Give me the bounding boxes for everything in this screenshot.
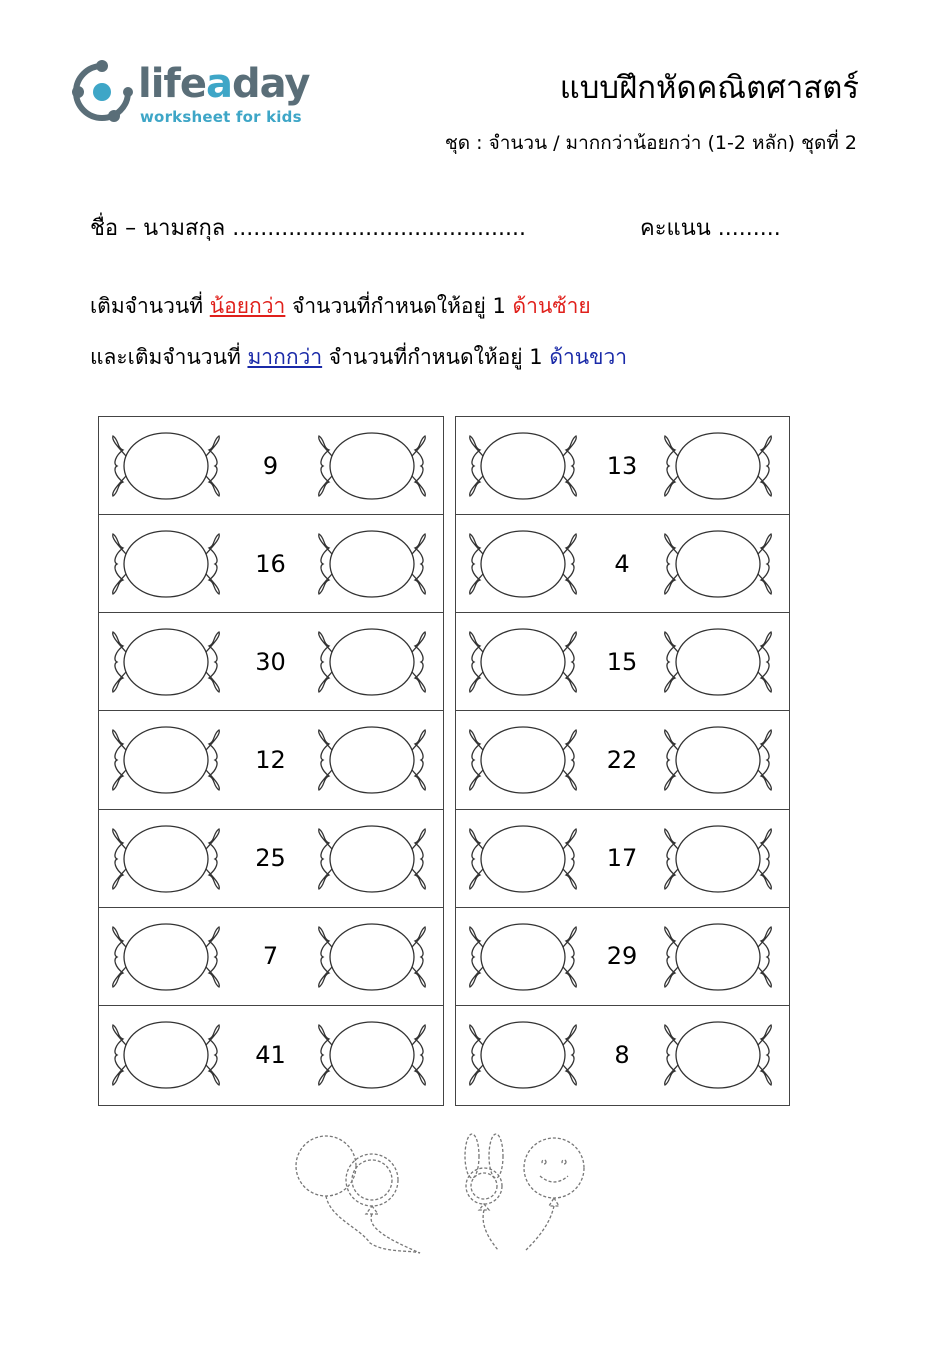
given-number: 29 [606, 942, 638, 971]
exercise-row [99, 1006, 443, 1104]
exercise-row [99, 417, 443, 515]
given-number: 17 [606, 844, 638, 873]
exercise-row [456, 810, 789, 908]
given-number: 22 [606, 745, 638, 774]
instruction-more: และเติมจำนวนที่ มากกว่า จำนวนที่กำหนดให้อยู่ 1 ด้านขวา [90, 345, 628, 369]
score-field[interactable]: คะแนน ......... [640, 216, 781, 241]
given-number: 9 [262, 451, 279, 480]
answer-candy-more[interactable] [313, 524, 431, 608]
exercise-row [456, 711, 789, 809]
name-field[interactable]: ชื่อ – นามสกุล .......................................... [90, 216, 526, 241]
answer-candy-less[interactable] [107, 720, 225, 804]
page-title: แบบฝึกหัดคณิตศาสตร์ [559, 70, 859, 106]
molecule-icon [72, 60, 136, 124]
exercise-row [456, 613, 789, 711]
answer-candy-more[interactable] [659, 917, 777, 1001]
answer-candy-more[interactable] [313, 1015, 431, 1099]
given-number: 12 [255, 745, 286, 774]
exercise-row [99, 810, 443, 908]
answer-candy-less[interactable] [107, 622, 225, 706]
answer-candy-more[interactable] [659, 426, 777, 510]
answer-candy-more[interactable] [659, 622, 777, 706]
answer-candy-less[interactable] [464, 819, 582, 903]
instruction-less: เติมจำนวนที่ น้อยกว่า จำนวนที่กำหนดให้อยู่ 1 ด้านซ้าย [90, 294, 591, 318]
given-number: 13 [606, 451, 638, 480]
exercise-row [99, 613, 443, 711]
answer-candy-more[interactable] [313, 917, 431, 1001]
answer-candy-more[interactable] [313, 819, 431, 903]
given-number: 41 [255, 1040, 286, 1069]
answer-candy-more[interactable] [659, 720, 777, 804]
answer-candy-more[interactable] [313, 426, 431, 510]
answer-candy-less[interactable] [464, 426, 582, 510]
answer-candy-more[interactable] [659, 1015, 777, 1099]
exercise-row [99, 908, 443, 1006]
given-number: 4 [614, 549, 630, 578]
answer-candy-less[interactable] [464, 720, 582, 804]
exercise-row [99, 711, 443, 809]
answer-candy-more[interactable] [659, 524, 777, 608]
exercise-row [456, 1006, 789, 1104]
answer-candy-less[interactable] [107, 1015, 225, 1099]
answer-candy-less[interactable] [464, 1015, 582, 1099]
answer-candy-less[interactable] [107, 819, 225, 903]
worksheet-subtitle: ชุด : จำนวน / มากกว่าน้อยกว่า (1-2 หลัก) ชุดที่ 2 [444, 132, 857, 154]
logo-wordmark: lifeaday [138, 61, 310, 107]
exercise-row [99, 515, 443, 613]
balloons-illustration [290, 1128, 610, 1258]
answer-candy-more[interactable] [313, 720, 431, 804]
answer-candy-less[interactable] [464, 622, 582, 706]
lifeaday-logo [72, 58, 312, 128]
exercise-panel-left [98, 416, 444, 1106]
given-number: 25 [255, 844, 286, 873]
logo-tagline: worksheet for kids [140, 108, 302, 126]
answer-candy-less[interactable] [107, 426, 225, 510]
answer-candy-more[interactable] [313, 622, 431, 706]
answer-candy-less[interactable] [107, 917, 225, 1001]
given-number: 15 [606, 647, 638, 676]
given-number: 7 [262, 942, 279, 971]
given-number: 30 [255, 647, 286, 676]
given-number: 8 [614, 1040, 630, 1069]
answer-candy-less[interactable] [107, 524, 225, 608]
exercise-row [456, 417, 789, 515]
exercise-row [456, 515, 789, 613]
answer-candy-less[interactable] [464, 524, 582, 608]
given-number: 16 [255, 549, 286, 578]
answer-candy-less[interactable] [464, 917, 582, 1001]
answer-candy-more[interactable] [659, 819, 777, 903]
exercise-panel-right [455, 416, 790, 1106]
exercise-row [456, 908, 789, 1006]
